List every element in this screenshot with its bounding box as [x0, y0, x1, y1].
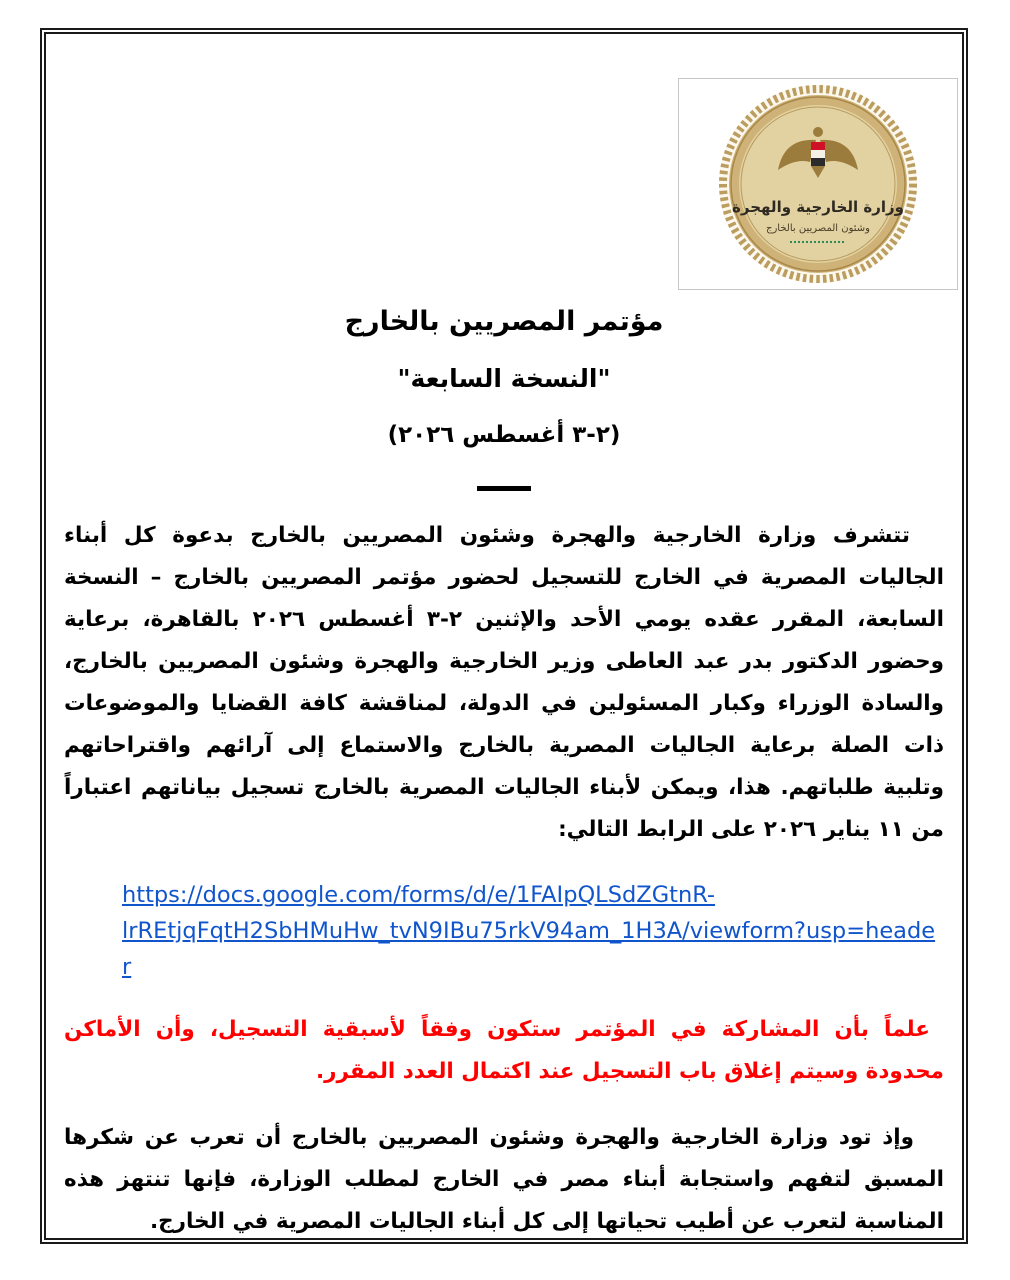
- closing-paragraph: وإذ تود وزارة الخارجية والهجرة وشئون المصريين بالخارج أن تعرب عن شكرها المسبق لتفهم واستجابة أبناء مصر في الخارج لمطلب الوزارة، فإنها تنتهز هذه المناسبة لتعرب عن أطيب تحياتها إلى كل أبناء الجاليات المصرية في الخارج.: [64, 1124, 944, 1234]
- document-subtitle: "النسخة السابعة": [397, 364, 611, 394]
- document-content: [46, 34, 962, 1238]
- title-divider: [477, 486, 531, 491]
- registration-link-line-2: lrREtjqFqtH2SbHMuHw_tvN9IBu75rkV94am_1H3A/viewform?usp=header: [122, 917, 936, 980]
- seal-text-line1: وزارة الخارجية والهجرة: [732, 198, 904, 216]
- intro-paragraph: تتشرف وزارة الخارجية والهجرة وشئون المصريين بالخارج بدعوة كل أبناء الجاليات المصرية في الخارج للتسجيل لحضور مؤتمر المصريين بالخارج – النسخة السابعة، المقرر عقده يومي الأحد والإثنين ٢-٣ أغسطس ٢٠٢٦ بالقاهرة، برعاية وحضور الدكتور بدر عبد العاطى وزير الخارجية والهجرة وشئون المصريين بالخارج، والسادة الوزراء وكبار المسئولين في الدولة، لمناقشة كافة القضايا والموضوعات ذات الصلة برعاية الجاليات المصرية بالخارج والاستماع إلى آرائهم واقتراحاتهم وتلبية طلباتهم. هذا، ويمكن لأبناء الجاليات المصرية بالخارج تسجيل بياناتهم اعتباراً من ١١ يناير ٢٠٢٦ على الرابط التالي:: [64, 522, 944, 842]
- warning-paragraph: علماً بأن المشاركة في المؤتمر ستكون وفقاً لأسبقية التسجيل، وأن الأماكن محدودة وسيتم إغلاق باب التسجيل عند اكتمال العدد المقرر.: [64, 1016, 944, 1084]
- document-frame: [40, 28, 968, 1244]
- registration-link-line-1: https://docs.google.com/forms/d/e/1FAIpQLSdZGtnR-: [122, 881, 716, 908]
- registration-link-block: [64, 877, 944, 985]
- registration-link[interactable]: [122, 877, 944, 985]
- document-date: (٢-٣ أغسطس ٢٠٢٦): [387, 422, 621, 449]
- document-title: مؤتمر المصريين بالخارج: [344, 306, 664, 337]
- seal-text-line2: وشئون المصريين بالخارج: [766, 223, 870, 234]
